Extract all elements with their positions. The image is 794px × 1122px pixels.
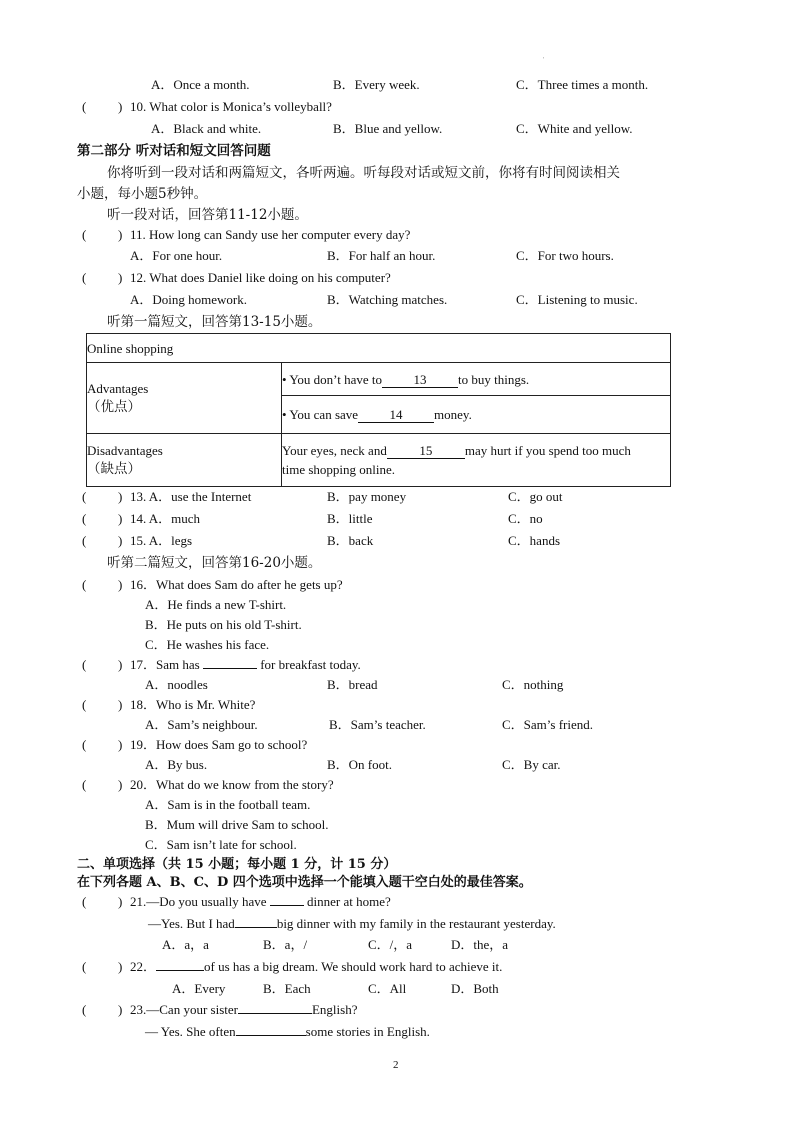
q14-option-b: B．little <box>327 511 373 526</box>
q17-paren-close: ) <box>118 657 123 672</box>
blank-15: 15 <box>387 443 465 459</box>
q17-option-c: C．nothing <box>502 677 564 692</box>
q12-option-b: B．Watching matches. <box>327 292 448 307</box>
q19-option-b: B．On foot. <box>327 757 393 772</box>
page-number: 2 <box>393 1059 399 1071</box>
q16-paren-open: ( <box>82 577 87 592</box>
q19-stem: 19．How does Sam go to school? <box>130 737 308 752</box>
q11-option-b: B．For half an hour. <box>327 248 436 263</box>
advantages-cell <box>87 363 282 434</box>
part2-intro-line2: 小题，每小题5秒钟。 <box>77 186 208 202</box>
q21-option-d: D．the，a <box>451 937 509 952</box>
q10-paren-close: ) <box>118 99 123 114</box>
q10-stem: 10. What color is Monica’s volleyball? <box>130 99 332 114</box>
part2-intro-line1: 你将听到一段对话和两篇短文，各听两遍。听每段对话或短文前，你将有时间阅读相关 <box>107 165 620 181</box>
q21-line2-end: big dinner with my family in the restaurant yesterday. <box>276 916 556 931</box>
advantage-2 <box>282 396 671 434</box>
q18-option-b: B．Sam’s teacher. <box>329 717 426 732</box>
q12-option-c: C．Listening to music. <box>516 292 638 307</box>
q21-line1-text: 21.—Do you usually have <box>130 894 267 909</box>
disadvantage-text: Your eyes, neck and <box>282 443 387 458</box>
q9-option-a: A．Once a month. <box>151 77 250 92</box>
q9-option-b: B．Every week. <box>333 77 420 92</box>
q10-paren-open: ( <box>82 99 87 114</box>
q16-option-a: A．He finds a new T-shirt. <box>145 597 287 612</box>
q12-option-a: A．Doing homework. <box>130 292 247 307</box>
q13-option-c: C．go out <box>508 489 563 504</box>
q22-option-c: C．All <box>368 981 407 996</box>
q10-option-a: A．Black and white. <box>151 121 262 136</box>
q18-paren-open: ( <box>82 697 87 712</box>
q22-paren-close: ) <box>118 959 123 974</box>
q22-option-a: A．Every <box>172 981 226 996</box>
q17-stem-end: for breakfast today. <box>260 657 361 672</box>
blank-13: 13 <box>382 372 458 388</box>
advantages-label: Advantages <box>87 381 149 396</box>
q22-paren-open: ( <box>82 959 87 974</box>
q23-blank-2 <box>236 1035 306 1036</box>
q20-stem: 20．What do we know from the story? <box>130 777 334 792</box>
q22-option-d: D．Both <box>451 981 499 996</box>
disadvantage-end: may hurt if you spend too much <box>464 443 631 458</box>
q19-paren-close: ) <box>118 737 123 752</box>
q21-option-c: C．/，a <box>368 937 413 952</box>
q21-line2 <box>148 915 556 933</box>
disadvantages-label: Disadvantages <box>87 443 163 458</box>
q19-paren-open: ( <box>82 737 87 752</box>
q13-paren-close: ) <box>118 489 123 504</box>
q14-paren-close: ) <box>118 511 123 526</box>
q15-paren-open: ( <box>82 533 87 548</box>
top-mark: ' <box>543 56 545 64</box>
q21-line1-end: dinner at home? <box>306 894 391 909</box>
q22-stem-end: of us has a big dream. We should work hard to achieve it. <box>204 959 503 974</box>
q23-line2 <box>145 1023 430 1041</box>
advantage-2-end: money. <box>434 407 472 422</box>
q18-stem: 18．Who is Mr. White? <box>130 697 256 712</box>
q16-option-c: C．He washes his face. <box>145 637 270 652</box>
q14-stem: 14. A．much <box>130 511 201 526</box>
advantages-cn: （优点） <box>87 399 141 415</box>
q18-option-a: A．Sam’s neighbour. <box>145 717 258 732</box>
q11-option-c: C．For two hours. <box>516 248 614 263</box>
q23-paren-open: ( <box>82 1002 87 1017</box>
q17-stem-text: 17．Sam has <box>130 657 200 672</box>
q11-option-a: A．For one hour. <box>130 248 223 263</box>
q11-paren-open: ( <box>82 227 87 242</box>
dialog-heading: 听一段对话，回答第11-12小题。 <box>107 207 308 223</box>
q20-option-a: A．Sam is in the football team. <box>145 797 311 812</box>
passage2-heading: 听第二篇短文，回答第16-20小题。 <box>107 555 322 571</box>
q20-paren-open: ( <box>82 777 87 792</box>
q20-option-b: B．Mum will drive Sam to school. <box>145 817 329 832</box>
q17-blank <box>203 668 257 669</box>
q19-option-c: C．By car. <box>502 757 561 772</box>
blank-14: 14 <box>358 407 434 423</box>
q11-paren-close: ) <box>118 227 123 242</box>
q15-stem: 15. A．legs <box>130 533 193 548</box>
q14-option-c: C．no <box>508 511 543 526</box>
q17-paren-open: ( <box>82 657 87 672</box>
q21-paren-close: ) <box>118 894 123 909</box>
q15-paren-close: ) <box>118 533 123 548</box>
q23-line1-end: English? <box>311 1002 358 1017</box>
part2-title: 第二部分 听对话和短文回答问题 <box>77 143 271 159</box>
advantage-1-end: to buy things. <box>458 371 530 387</box>
q17-option-b: B．bread <box>327 677 378 692</box>
q23-line2-text: — Yes. She often <box>145 1024 236 1039</box>
q21-line2-text: —Yes. But I had <box>148 916 235 931</box>
online-shopping-table <box>86 333 671 487</box>
q16-option-b: B．He puts on his old T-shirt. <box>145 617 302 632</box>
q16-stem: 16．What does Sam do after he gets up? <box>130 577 343 592</box>
q12-paren-close: ) <box>118 270 123 285</box>
q15-option-c: C．hands <box>508 533 561 548</box>
q10-option-b: B．Blue and yellow. <box>333 121 443 136</box>
q18-option-c: C．Sam’s friend. <box>502 717 593 732</box>
q21-option-b: B．a，/ <box>263 937 308 952</box>
passage1-heading: 听第一篇短文，回答第13-15小题。 <box>107 314 322 330</box>
disadvantages-cn: （缺点） <box>87 461 141 477</box>
section2-instruction: 在下列各题 A、B、C、D 四个选项中选择一个能填入题干空白处的最佳答案。 <box>77 875 532 890</box>
q21-paren-open: ( <box>82 894 87 909</box>
q10-option-c: C．White and yellow. <box>516 121 633 136</box>
table-title: Online shopping <box>87 334 671 363</box>
q23-line1 <box>130 1001 357 1019</box>
disadvantages-cell <box>87 434 282 487</box>
q19-option-a: A．By bus. <box>145 757 208 772</box>
section2-title: 二、单项选择（共 15 小题；每小题 1 分，计 15 分） <box>77 857 397 872</box>
q20-option-c: C．Sam isn’t late for school. <box>145 837 297 852</box>
q21-line1 <box>130 893 391 911</box>
q9-option-c: C．Three times a month. <box>516 77 649 92</box>
advantage-1-text: • You don’t have to <box>282 371 383 387</box>
disadvantage <box>282 434 671 487</box>
q15-option-b: B．back <box>327 533 374 548</box>
q21-blank-2 <box>235 927 277 928</box>
q17-option-a: A．noodles <box>145 677 208 692</box>
q12-paren-open: ( <box>82 270 87 285</box>
q18-paren-close: ) <box>118 697 123 712</box>
q13-option-b: B．pay money <box>327 489 407 504</box>
q21-option-a: A．a，a <box>162 937 209 952</box>
q23-line2-end: some stories in English. <box>305 1024 430 1039</box>
q20-paren-close: ) <box>118 777 123 792</box>
q22-blank <box>156 970 204 971</box>
q23-blank-1 <box>238 1013 312 1014</box>
advantage-2-text: • You can save <box>282 407 359 422</box>
q13-stem: 13. A．use the Internet <box>130 489 252 504</box>
q11-stem: 11. How long can Sandy use her computer every day? <box>130 227 411 242</box>
q22-stem <box>130 958 502 976</box>
q23-line1-text: 23.—Can your sister <box>130 1002 238 1017</box>
q21-blank-1 <box>270 905 304 906</box>
q17-stem <box>130 656 361 674</box>
advantage-1 <box>282 363 671 396</box>
q23-paren-close: ) <box>118 1002 123 1017</box>
q22-option-b: B．Each <box>263 981 311 996</box>
q12-stem: 12. What does Daniel like doing on his computer? <box>130 270 391 285</box>
q14-paren-open: ( <box>82 511 87 526</box>
q13-paren-open: ( <box>82 489 87 504</box>
q22-stem-text: 22． <box>130 959 157 974</box>
q16-paren-close: ) <box>118 577 123 592</box>
disadvantage-line2: time shopping online. <box>282 462 396 477</box>
